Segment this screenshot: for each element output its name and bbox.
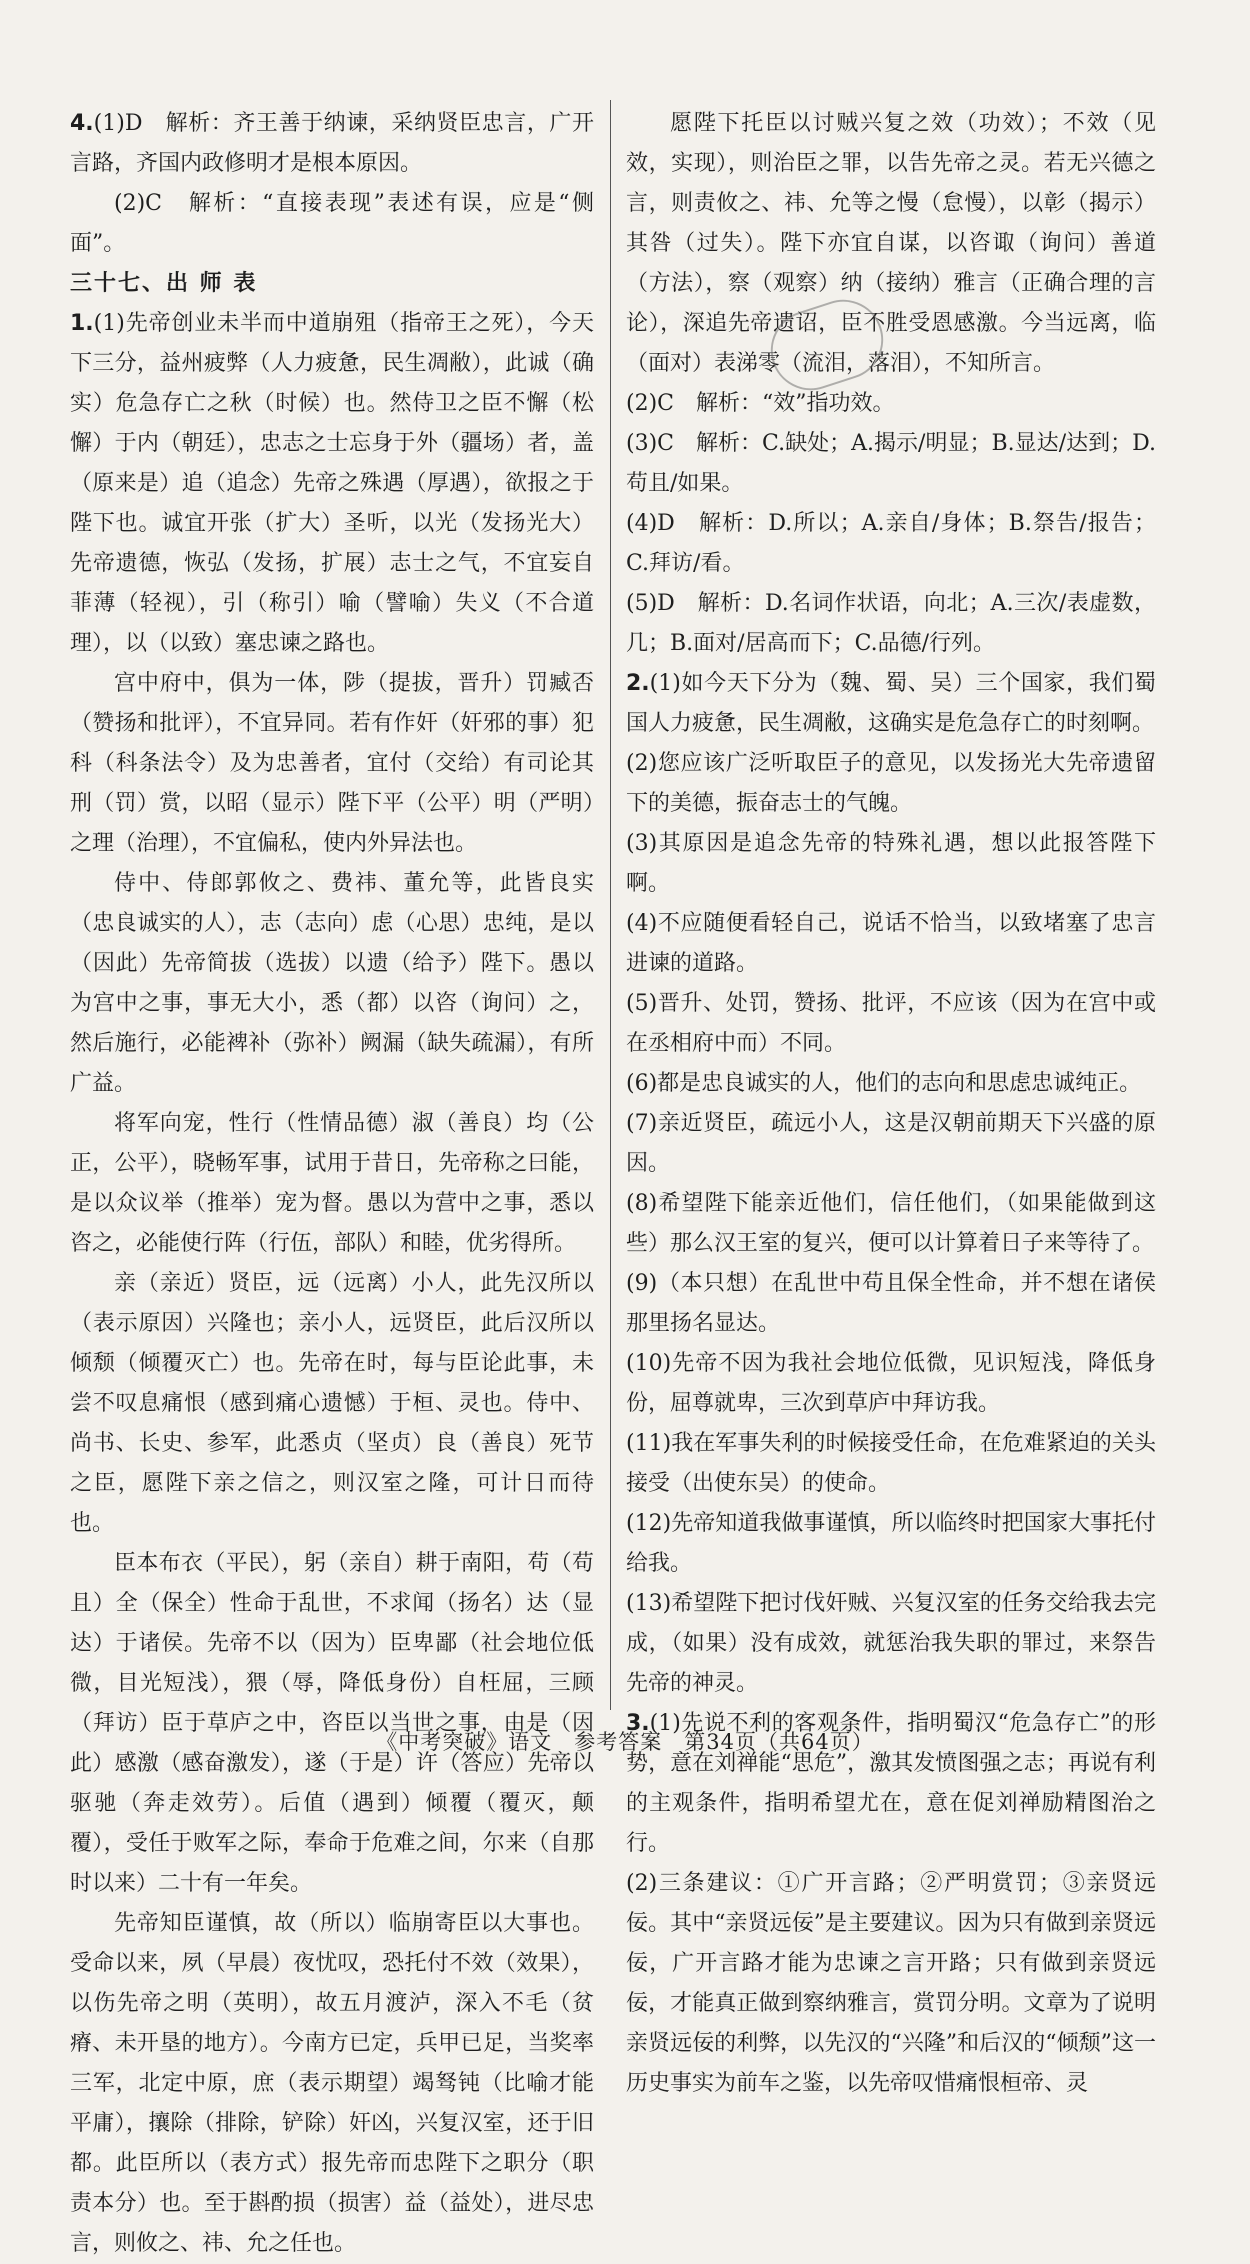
q1-para-5: 亲（亲近）贤臣，远（远离）小人，此先汉所以（表示原因）兴隆也；亲小人，远贤臣，此后汉所以倾颓（倾覆灭亡）也。先帝在时，每与臣论此事，未尝不叹息痛恨（感到痛心遗憾）于桓、灵也。侍中、尚书、长史、参军，此悉贞（坚贞）良（善良）死节之臣，愿陛下亲之信之，则汉室之隆，可计日而待也。: [70, 1271, 594, 1536]
page-footer: 《中考突破》语文 参考答案 第34页（共64页）: [376, 1730, 874, 1754]
q2-item-1: 2.(1)如今天下分为（魏、蜀、吴）三个国家，我们蜀国人力疲惫，民生凋敝，这确实是危急存亡的时刻啊。: [626, 671, 1156, 736]
q1-para-4: 将军向宠，性行（性情品德）淑（善良）均（公正，公平），晓畅军事，试用于昔日，先帝称之曰能，是以众议举（推举）宠为督。愚以为营中之事，悉以咨之，必能使行阵（行伍，部队）和睦，优劣得所。: [70, 1111, 594, 1256]
q3-item-2: (2)三条建议：①广开言路；②严明赏罚；③亲贤远佞。其中“亲贤远佞”是主要建议。因为只有做到亲贤远佞，广开言路才能为忠谏之言开路；只有做到亲贤远佞，才能真正做到察纳雅言，赏罚分明。文章为了说明亲贤远佞的利弊，以先汉的“兴隆”和后汉的“倾颓”这一历史事实为前车之鉴，以先帝叹惜痛恨桓帝、灵: [626, 1871, 1156, 2096]
q4-number: 4.: [70, 111, 94, 136]
q2-number: 2.: [626, 671, 650, 696]
q1-sub-4: (4)D 解析：D.所以；A.亲自/身体；B.祭告/报告；C.拜访/看。: [626, 511, 1156, 576]
q1-para-continued: 愿陛下托臣以讨贼兴复之效（功效）；不效（见效，实现），则治臣之罪，以告先帝之灵。若无兴德之言，则责攸之、祎、允等之慢（怠慢），以彰（揭示）其咎（过失）。陛下亦宜自谋，以咨诹（询问）善道（方法），察（观察）纳（接纳）雅言（正确合理的言论），深追先帝遗诏，臣不胜受恩感激。今当远离，临（面对）表涕零（流泪，落泪），不知所言。: [626, 111, 1156, 376]
q1-para-3: 侍中、侍郎郭攸之、费祎、董允等，此皆良实（忠良诚实的人），志（志向）虑（心思）忠纯，是以（因此）先帝简拔（选拔）以遗（给予）陛下。愚以为宫中之事，事无大小，悉（都）以咨（询问）之，然后施行，必能裨补（弥补）阙漏（缺失疏漏），有所广益。: [70, 871, 594, 1096]
q4-part2: (2)C 解析：“直接表现”表述有误，应是“侧面”。: [70, 191, 594, 256]
q4-part1: 4.(1)D 解析：齐王善于纳谏，采纳贤臣忠言，广开言路，齐国内政修明才是根本原因。: [70, 111, 594, 176]
q2-item-7: (7)亲近贤臣，疏远小人，这是汉朝前期天下兴盛的原因。: [626, 1111, 1156, 1176]
q2-item-8: (8)希望陛下能亲近他们，信任他们，（如果能做到这些）那么汉王室的复兴，便可以计算着日子来等待了。: [626, 1191, 1156, 1256]
q3-number: 3.: [626, 1711, 650, 1736]
q2-item-10: (10)先帝不因为我社会地位低微，见识短浅，降低身份，屈尊就卑，三次到草庐中拜访我。: [626, 1351, 1156, 1416]
q1-sub-3: (3)C 解析：C.缺处；A.揭示/明显；B.显达/达到；D.苟且/如果。: [626, 431, 1156, 496]
right-column: [626, 104, 1156, 2104]
q2-item-6: (6)都是忠良诚实的人，他们的志向和思虑忠诚纯正。: [626, 1071, 1142, 1096]
q2-item-5: (5)晋升、处罚，赞扬、批评，不应该（因为在宫中或在丞相府中而）不同。: [626, 991, 1156, 1056]
left-column: [70, 104, 594, 2264]
q1-para-2: 宫中府中，俱为一体，陟（提拔，晋升）罚臧否（赞扬和批评），不宜异同。若有作奸（奸邪的事）犯科（科条法令）及为忠善者，宜付（交给）有司论其刑（罚）赏，以昭（显示）陛下平（公平）明（严明）之理（治理），不宜偏私，使内外异法也。: [70, 671, 594, 856]
q2-item-13: (13)希望陛下把讨伐奸贼、兴复汉室的任务交给我去完成，（如果）没有成效，就惩治我失职的罪过，来祭告先帝的神灵。: [626, 1591, 1156, 1696]
column-divider: [610, 100, 611, 1710]
q2-item-11: (11)我在军事失利的时候接受任命，在危难紧迫的关头接受（出使东吴）的使命。: [626, 1431, 1156, 1496]
section-title: 三十七、出 师 表: [70, 271, 258, 296]
q2-item-9: (9)（本只想）在乱世中苟且保全性命，并不想在诸侯那里扬名显达。: [626, 1271, 1156, 1336]
q1-para-1: 1.(1)先帝创业未半而中道崩殂（指帝王之死），今天下三分，益州疲弊（人力疲惫，民生凋敝），此诚（确实）危急存亡之秋（时候）也。然侍卫之臣不懈（松懈）于内（朝廷），忠志之士忘身于外（疆场）者，盖（原来是）追（追念）先帝之殊遇（厚遇），欲报之于陛下也。诚宜开张（扩大）圣听，以光（发扬光大）先帝遗德，恢弘（发扬，扩展）志士之气，不宜妄自菲薄（轻视），引（称引）喻（譬喻）失义（不合道理），以（以致）塞忠谏之路也。: [70, 311, 594, 656]
q1-number: 1.: [70, 311, 94, 336]
q2-item-12: (12)先帝知道我做事谨慎，所以临终时把国家大事托付给我。: [626, 1511, 1156, 1576]
q2-item-4: (4)不应随便看轻自己，说话不恰当，以致堵塞了忠言进谏的道路。: [626, 911, 1156, 976]
q3-item-1: 3.(1)先说不利的客观条件，指明蜀汉“危急存亡”的形势，意在刘禅能“思危”，激其发愤图强之志；再说有利的主观条件，指明希望尤在，意在促刘禅励精图治之行。: [626, 1711, 1156, 1856]
q1-sub-5: (5)D 解析：D.名词作状语，向北；A.三次/表虚数，几；B.面对/居高而下；C.品德/行列。: [626, 591, 1156, 656]
q2-item-3: (3)其原因是追念先帝的特殊礼遇，想以此报答陛下啊。: [626, 831, 1156, 896]
q1-sub-2: (2)C 解析：“效”指功效。: [626, 391, 895, 416]
q2-item-2: (2)您应该广泛听取臣子的意见，以发扬光大先帝遗留下的美德，振奋志士的气魄。: [626, 751, 1156, 816]
q1-para-7: 先帝知臣谨慎，故（所以）临崩寄臣以大事也。受命以来，夙（早晨）夜忧叹，恐托付不效（效果），以伤先帝之明（英明），故五月渡泸，深入不毛（贫瘠、未开垦的地方）。今南方已定，兵甲已足，当奖率三军，北定中原，庶（表示期望）竭驽钝（比喻才能平庸），攘除（排除，铲除）奸凶，兴复汉室，还于旧都。此臣所以（表方式）报先帝而忠陛下之职分（职责本分）也。至于斟酌损（损害）益（益处），进尽忠言，则攸之、祎、允之任也。: [70, 1911, 594, 2256]
q1-para-6: 臣本布衣（平民），躬（亲自）耕于南阳，苟（苟且）全（保全）性命于乱世，不求闻（扬名）达（显达）于诸侯。先帝不以（因为）臣卑鄙（社会地位低微，目光短浅），猥（辱，降低身份）自枉屈，三顾（拜访）臣于草庐之中，咨臣以当世之事，由是（因此）感激（感奋激发），遂（于是）许（答应）先帝以驱驰（奔走效劳）。后值（遇到）倾覆（覆灭，颠覆），受任于败军之际，奉命于危难之间，尔来（自那时以来）二十有一年矣。: [70, 1551, 594, 1896]
